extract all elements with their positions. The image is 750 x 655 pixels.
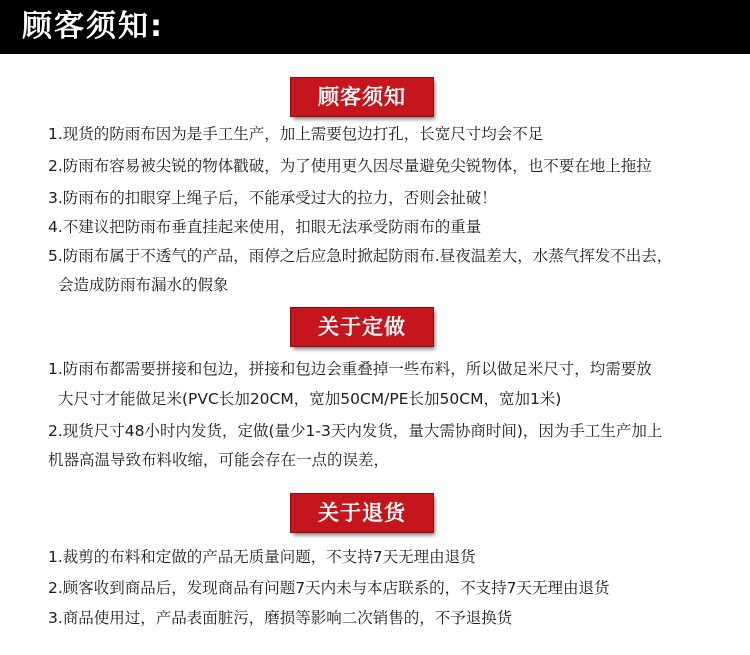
notice-line-1: 1.现货的防雨布因为是手工生产，加上需要包边打孔，长宽尺寸均会不足 <box>48 125 544 143</box>
notice-line-5: 5.防雨布属于不透气的产品，雨停之后应急时掀起防雨布.昼夜温差大，水蒸气挥发不出去， <box>48 247 673 265</box>
custom-line-1: 1.防雨布都需要拼接和包边，拼接和包边会重叠掉一些布料，所以做足米尺寸，均需要放 <box>48 360 652 378</box>
header-bar <box>0 0 750 54</box>
notice-line-2: 2.防雨布容易被尖锐的物体戳破，为了使用更久因尽量避免尖锐物体，也不要在地上拖拉 <box>48 157 652 175</box>
section-title-returns: 关于退货 <box>291 494 433 532</box>
notice-line-3: 3.防雨布的扣眼穿上绳子后，不能承受过大的拉力，否则会扯破！ <box>48 189 497 207</box>
header-title: 顾客须知: <box>22 9 164 44</box>
section-title-custom-order: 关于定做 <box>291 308 433 346</box>
custom-line-2-cont: 机器高温导致布料收缩，可能会存在一点的误差， <box>48 451 390 469</box>
notice-line-4: 4.不建议把防雨布垂直挂起来使用，扣眼无法承受防雨布的重量 <box>48 218 482 236</box>
returns-line-1: 1.裁剪的布料和定做的产品无质量问题，不支持7天无理由退货 <box>48 548 476 566</box>
custom-line-1-cont: 大尺寸才能做足米(PVC长加20CM，宽加50CM/PE长加50CM，宽加1米) <box>58 390 562 408</box>
custom-line-2: 2.现货尺寸48小时内发货，定做(量少1-3天内发货，量大需协商时间)，因为手工生产加上 <box>48 422 663 440</box>
notice-line-5-cont: 会造成防雨布漏水的假象 <box>58 276 229 294</box>
returns-line-3: 3.商品使用过，产品表面脏污，磨损等影响二次销售的，不予退换货 <box>48 609 513 627</box>
returns-line-2: 2.顾客收到商品后，发现商品有问题7天内未与本店联系的，不支持7天无理由退货 <box>48 579 610 597</box>
section-title-customer-notice: 顾客须知 <box>291 78 433 116</box>
